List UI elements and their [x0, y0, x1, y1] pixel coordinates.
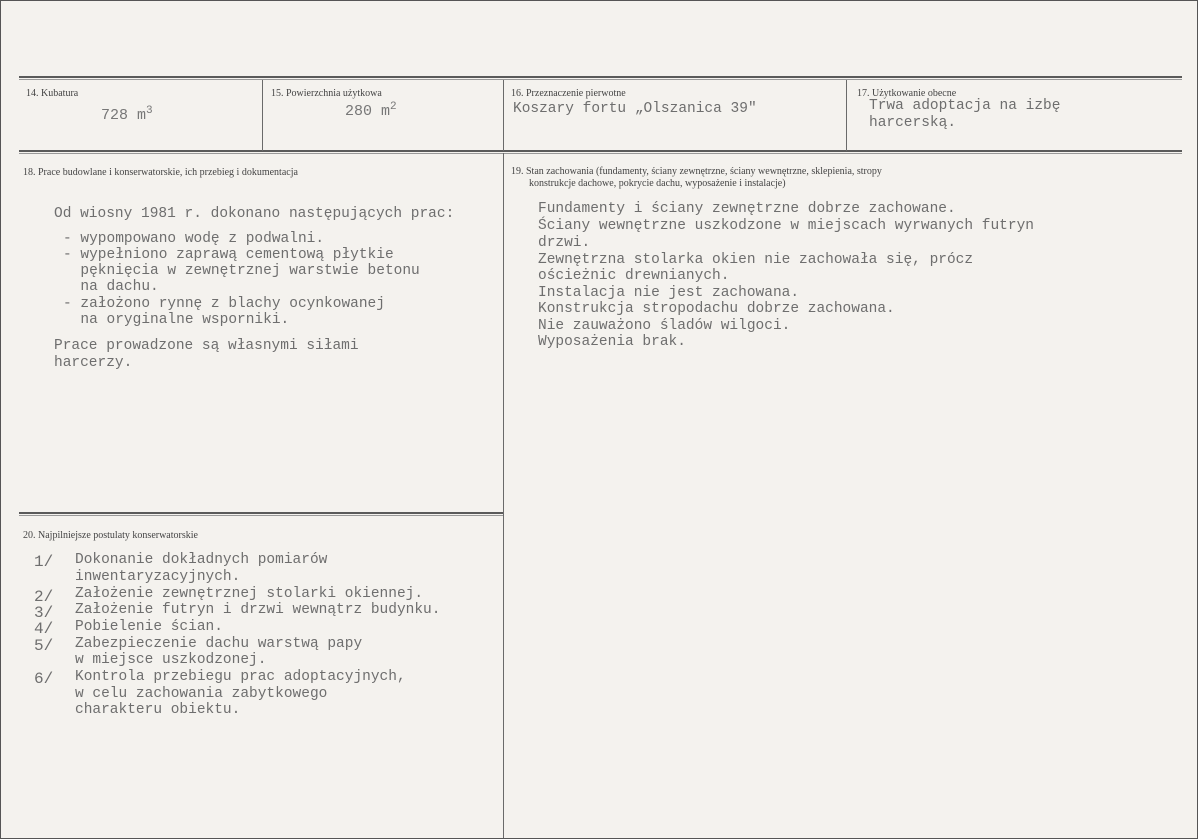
postulate-6-line-3: charakteru obiektu.: [75, 702, 241, 718]
field-14-value-text: 728 m: [101, 107, 147, 124]
postulate-2-line-1: Założenie zewnętrznej stolarki okiennej.: [75, 586, 424, 602]
field-17-line-2: harcerską.: [869, 115, 957, 131]
field-18-closing-2: harcerzy.: [54, 355, 133, 371]
top-rule-thin: [19, 79, 1182, 80]
postulate-2-num: 2/: [34, 588, 54, 606]
postulate-3-num: 3/: [34, 604, 54, 622]
field-18-closing-1: Prace prowadzone są własnymi siłami: [54, 338, 359, 354]
field-17-label: 17. Użytkowanie obecne: [857, 88, 957, 99]
field-18-item-1: - wypompowano wodę z podwalni.: [63, 231, 325, 247]
field-15-label: 15. Powierzchnia użytkowa: [271, 88, 382, 99]
row1-bottom-rule-thin: [19, 153, 1182, 154]
field-19-label-line-1: 19. Stan zachowania (fundamenty, ściany zewnętrzne, ściany wewnętrzne, sklepienia, stropy: [511, 166, 882, 177]
field-19-line-4: Zewnętrzna stolarka okien nie zachowała się, prócz: [538, 252, 974, 268]
section20-rule: [19, 512, 503, 514]
postulate-3-line-1: Założenie futryn i drzwi wewnątrz budynku.: [75, 602, 441, 618]
field-15-unit-exponent: 2: [390, 101, 397, 113]
top-rule: [19, 76, 1182, 78]
field-15-value-text: 280 m: [345, 103, 391, 120]
postulate-5-line-1: Zabezpieczenie dachu warstwą papy: [75, 636, 363, 652]
field-18-item-3: pęknięcia w zewnętrznej warstwie betonu: [63, 263, 420, 279]
postulate-6-num: 6/: [34, 670, 54, 688]
field-18-item-6: na oryginalne wsporniki.: [63, 312, 290, 328]
row1-divider-3: [846, 80, 847, 151]
field-15-value: [345, 101, 397, 120]
field-19-line-6: Instalacja nie jest zachowana.: [538, 285, 800, 301]
field-18-item-5: - założono rynnę z blachy ocynkowanej: [63, 296, 385, 312]
field-19-line-7: Konstrukcja stropodachu dobrze zachowana.: [538, 301, 895, 317]
main-divider: [503, 153, 504, 838]
field-16-value: Koszary fortu „Olszanica 39": [513, 101, 757, 117]
postulate-1-num: 1/: [34, 553, 54, 571]
field-16-label: 16. Przeznaczenie pierwotne: [511, 88, 626, 99]
field-18-intro: Od wiosny 1981 r. dokonano następujących prac:: [54, 206, 455, 222]
field-14-value: [101, 105, 153, 124]
section20-rule-thin: [19, 515, 503, 516]
field-14-unit-exponent: 3: [146, 105, 153, 117]
field-20-label: 20. Najpilniejsze postulaty konserwatorskie: [23, 530, 198, 541]
field-19-line-3: drzwi.: [538, 235, 591, 251]
postulate-1-line-1: Dokonanie dokładnych pomiarów: [75, 552, 328, 568]
field-19-line-2: Ściany wewnętrzne uszkodzone w miejscach wyrwanych futryn: [538, 218, 1034, 234]
row1-divider-1: [262, 80, 263, 151]
field-18-item-4: na dachu.: [63, 279, 159, 295]
field-19-line-5: ościeżnic drewnianych.: [538, 268, 730, 284]
postulate-6-line-2: w celu zachowania zabytkowego: [75, 686, 328, 702]
field-19-line-9: Wyposażenia brak.: [538, 334, 686, 350]
field-18-label: 18. Prace budowlane i konserwatorskie, ich przebieg i dokumentacja: [23, 167, 298, 178]
postulate-5-num: 5/: [34, 637, 54, 655]
postulate-5-line-2: w miejsce uszkodzonej.: [75, 652, 267, 668]
field-18-item-2: - wypełniono zaprawą cementową płytkie: [63, 247, 394, 263]
postulate-4-num: 4/: [34, 620, 54, 638]
field-19-line-8: Nie zauważono śladów wilgoci.: [538, 318, 791, 334]
field-17-line-1: Trwa adoptacja na izbę: [869, 98, 1061, 114]
row1-bottom-rule: [19, 150, 1182, 152]
field-19-label-line-2: konstrukcje dachowe, pokrycie dachu, wyposażenie i instalacje): [529, 178, 786, 189]
field-19-line-1: Fundamenty i ściany zewnętrzne dobrze zachowane.: [538, 201, 956, 217]
postulate-1-line-2: inwentaryzacyjnych.: [75, 569, 241, 585]
postulate-4-line-1: Pobielenie ścian.: [75, 619, 223, 635]
row1-divider-2: [503, 80, 504, 151]
field-14-label: 14. Kubatura: [26, 88, 79, 99]
postulate-6-line-1: Kontrola przebiegu prac adoptacyjnych,: [75, 669, 406, 685]
